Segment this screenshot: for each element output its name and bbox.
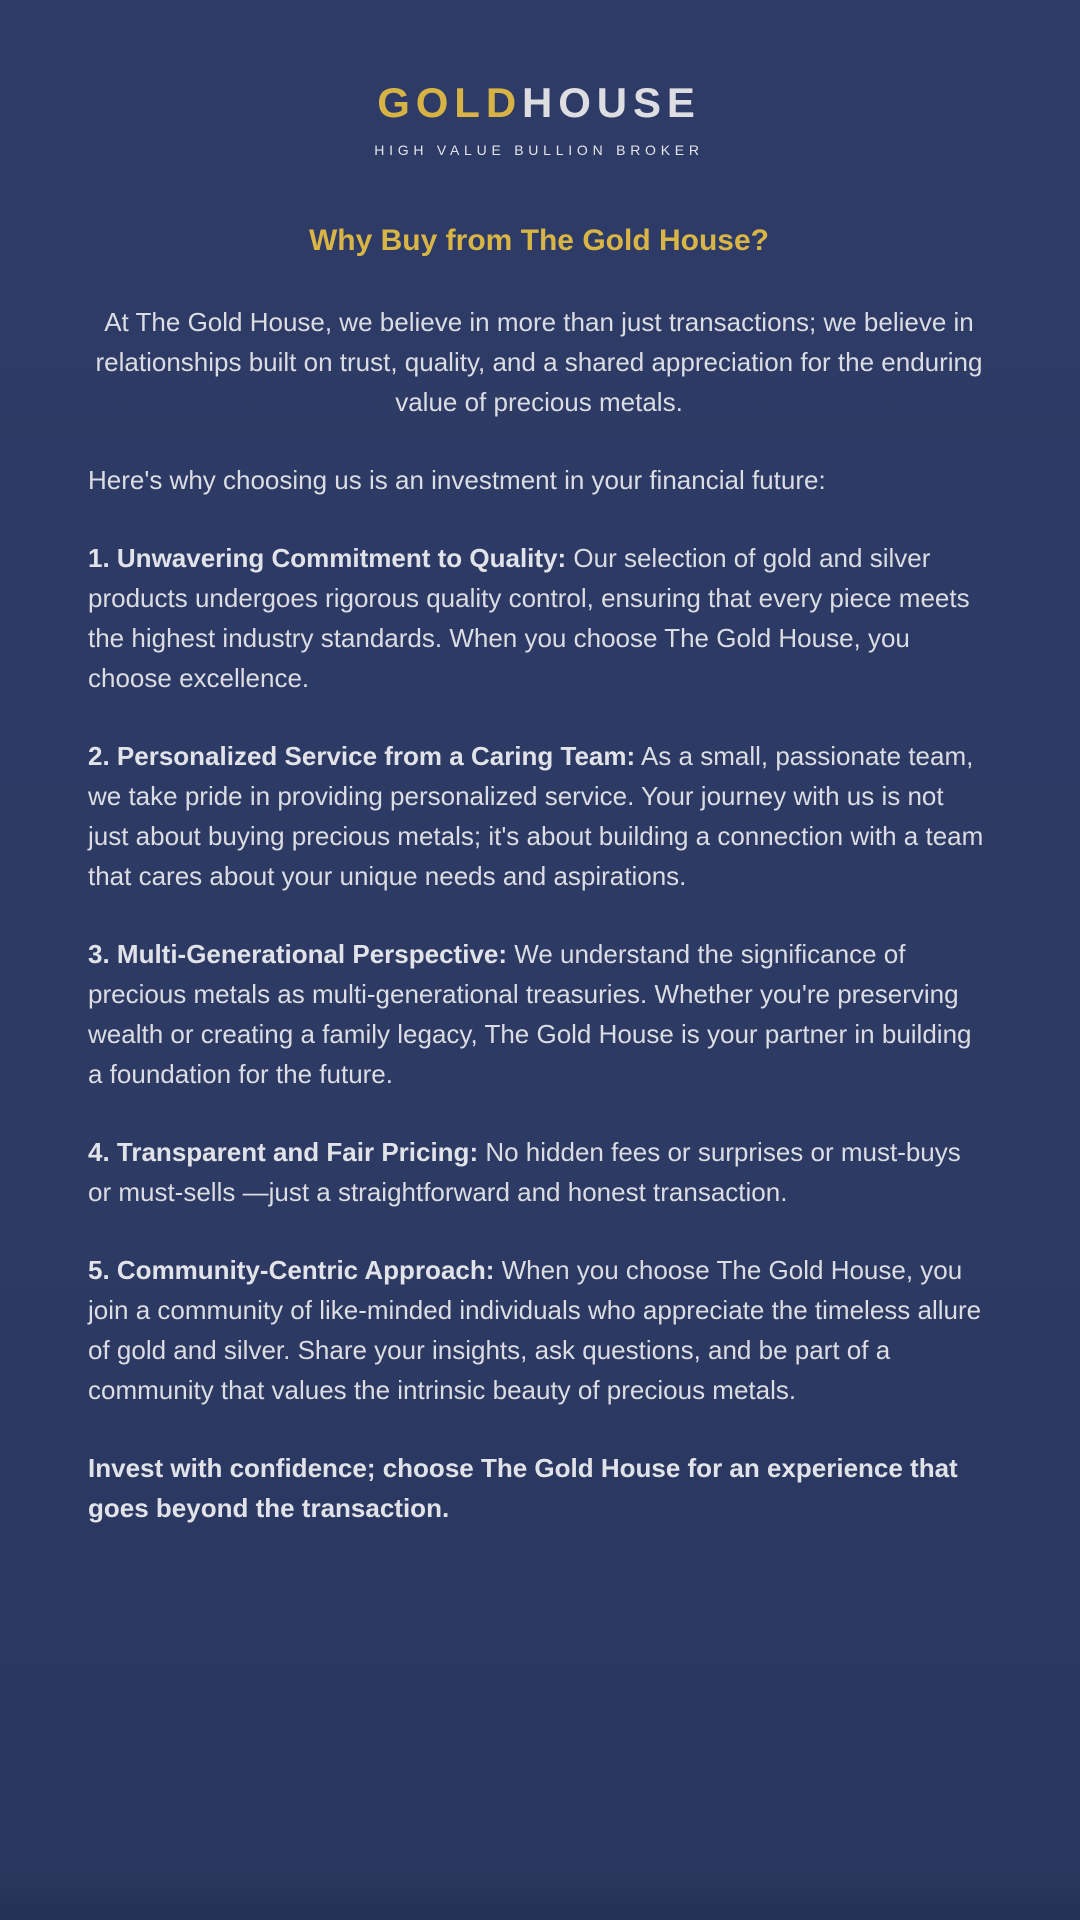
benefit-body-1: Our selection of gold and silver products undergoes rigorous quality control, ensuring that every piece meets the highest industry standards. When you choose The Gold House, you choose excellence. <box>88 543 970 694</box>
brand-name-house: HOUSE <box>522 79 701 126</box>
benefit-title-5: 5. Community-Centric Approach: <box>88 1255 495 1286</box>
benefit-item-1 <box>88 538 990 698</box>
benefit-body-5: When you choose The Gold House, you join a community of like-minded individuals who appreciate the timeless allure of gold and silver. Share your insights, ask questions, and be part of a community that values the intrinsic beauty of precious metals. <box>88 1255 982 1406</box>
brand-tagline: HIGH VALUE BULLION BROKER <box>374 142 704 159</box>
benefit-title-2: 2. Personalized Service from a Caring Team: <box>88 741 636 772</box>
benefit-title-3: 3. Multi-Generational Perspective: <box>88 939 508 970</box>
brand-name <box>88 78 990 128</box>
brand-logo <box>88 78 990 158</box>
benefit-title-1: 1. Unwavering Commitment to Quality: <box>88 543 567 574</box>
intro-paragraph: At The Gold House, we believe in more than just transactions; we believe in relationships built on trust, quality, and a shared appreciation for the enduring value of precious metals. <box>95 307 983 418</box>
benefit-body-3: We understand the significance of precious metals as multi-generational treasuries. Whether you're preserving wealth or creating a family legacy, The Gold House is your partner in building a foundation for the future. <box>88 939 972 1090</box>
benefit-item-5 <box>88 1250 990 1410</box>
closing-paragraph: Invest with confidence; choose The Gold House for an experience that goes beyond the transaction. <box>88 1453 958 1524</box>
benefit-item-3 <box>88 934 990 1094</box>
benefit-body-2: As a small, passionate team, we take pride in providing personalized service. Your journey with us is not just about buying precious metals; it's about building a connection with a team that cares about your unique needs and aspirations. <box>88 741 984 892</box>
page-title: Why Buy from The Gold House? <box>308 224 769 258</box>
brand-name-gold: GOLD <box>377 79 523 126</box>
benefit-body-4: No hidden fees or surprises or must-buys or must-sells —just a straightforward and honest transaction. <box>88 1137 961 1208</box>
benefit-item-4 <box>88 1132 990 1212</box>
lead-paragraph: Here's why choosing us is an investment in your financial future: <box>88 465 826 496</box>
benefit-item-2 <box>88 736 990 896</box>
benefit-title-4: 4. Transparent and Fair Pricing: <box>88 1137 479 1168</box>
